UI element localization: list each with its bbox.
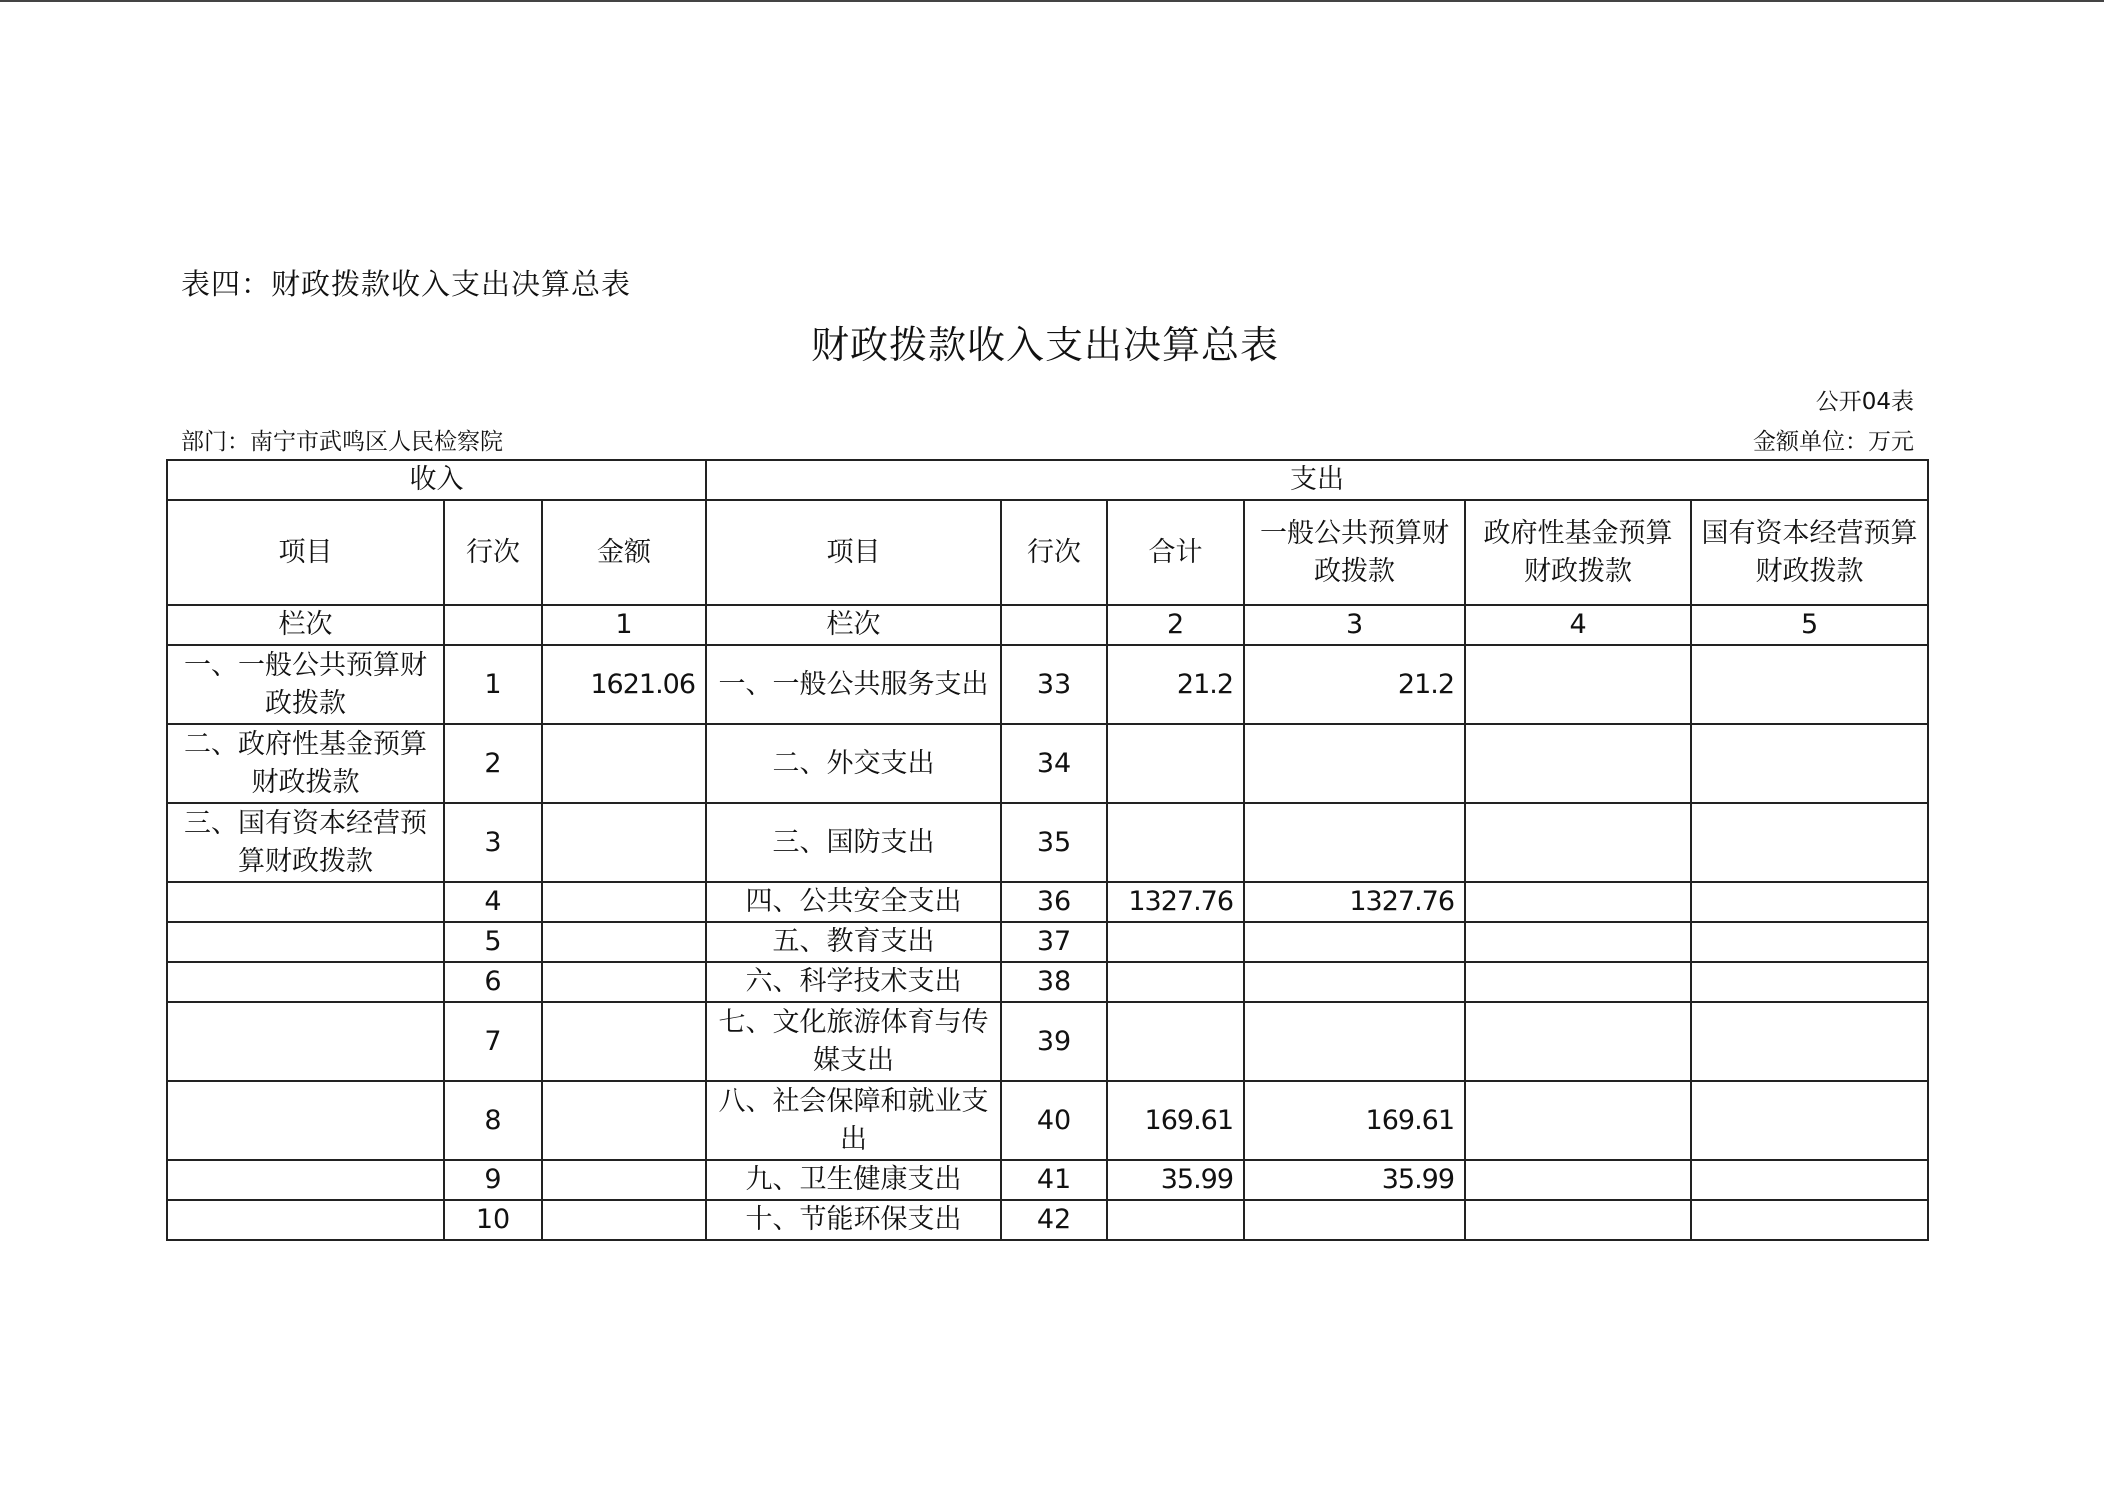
- col-header-total: 合计: [1107, 500, 1244, 605]
- col-header-income-line: 行次: [444, 500, 542, 605]
- gov-fund-index: 4: [1465, 605, 1691, 645]
- income-line-cell: 4: [444, 882, 542, 922]
- state-capital-cell: [1691, 962, 1928, 1002]
- table-row: [167, 1002, 1928, 1081]
- income-item-cell: [167, 882, 444, 922]
- state-capital-cell: [1691, 882, 1928, 922]
- expense-line-cell: 34: [1001, 724, 1107, 803]
- table-row: [167, 962, 1928, 1002]
- expense-item-cell: 八、社会保障和就业支出: [706, 1081, 1001, 1160]
- column-index-row: [167, 605, 1928, 645]
- general-budget-cell: [1244, 922, 1465, 962]
- expense-group-header: 支出: [706, 460, 1928, 500]
- top-border-line: [0, 0, 2104, 2]
- table-row: [167, 803, 1928, 882]
- income-line-cell: 7: [444, 1002, 542, 1081]
- general-budget-cell: [1244, 724, 1465, 803]
- table-row: [167, 645, 1928, 724]
- col-header-income-amount: 金额: [542, 500, 706, 605]
- income-line-index: [444, 605, 542, 645]
- income-amount-cell: [542, 803, 706, 882]
- form-number: 公开04表: [1815, 389, 1914, 415]
- expense-total-cell: [1107, 962, 1244, 1002]
- table-row: [167, 1081, 1928, 1160]
- expense-total-cell: 169.61: [1107, 1081, 1244, 1160]
- income-line-cell: 10: [444, 1200, 542, 1240]
- income-item-cell: 二、政府性基金预算财政拨款: [167, 724, 444, 803]
- general-budget-cell: [1244, 962, 1465, 1002]
- gov-fund-cell: [1465, 803, 1691, 882]
- expense-line-cell: 40: [1001, 1081, 1107, 1160]
- general-budget-cell: [1244, 1002, 1465, 1081]
- gov-fund-cell: [1465, 1081, 1691, 1160]
- state-capital-cell: [1691, 803, 1928, 882]
- expense-total-cell: [1107, 724, 1244, 803]
- col-header-income-item: 项目: [167, 500, 444, 605]
- income-index-label: 栏次: [167, 605, 444, 645]
- income-amount-cell: [542, 724, 706, 803]
- income-amount-cell: [542, 922, 706, 962]
- general-budget-cell: 35.99: [1244, 1160, 1465, 1200]
- income-item-cell: 三、国有资本经营预算财政拨款: [167, 803, 444, 882]
- expense-item-cell: 十、节能环保支出: [706, 1200, 1001, 1240]
- income-line-cell: 1: [444, 645, 542, 724]
- expense-line-cell: 39: [1001, 1002, 1107, 1081]
- income-line-cell: 3: [444, 803, 542, 882]
- income-item-cell: [167, 1081, 444, 1160]
- expense-total-cell: 35.99: [1107, 1160, 1244, 1200]
- expense-item-cell: 五、教育支出: [706, 922, 1001, 962]
- income-amount-cell: [542, 1160, 706, 1200]
- fiscal-summary-table: [166, 459, 1929, 1241]
- expense-total-cell: [1107, 922, 1244, 962]
- expense-item-cell: 九、卫生健康支出: [706, 1160, 1001, 1200]
- table-row: [167, 922, 1928, 962]
- gov-fund-cell: [1465, 1002, 1691, 1081]
- table-row: [167, 882, 1928, 922]
- gov-fund-cell: [1465, 1200, 1691, 1240]
- expense-item-cell: 七、文化旅游体育与传媒支出: [706, 1002, 1001, 1081]
- income-item-cell: [167, 922, 444, 962]
- general-budget-cell: 21.2: [1244, 645, 1465, 724]
- state-capital-cell: [1691, 922, 1928, 962]
- expense-total-cell: [1107, 1002, 1244, 1081]
- income-amount-cell: [542, 1200, 706, 1240]
- gov-fund-cell: [1465, 922, 1691, 962]
- income-item-cell: 一、一般公共预算财政拨款: [167, 645, 444, 724]
- income-group-header: 收入: [167, 460, 706, 500]
- income-line-cell: 9: [444, 1160, 542, 1200]
- table-row: [167, 1160, 1928, 1200]
- state-capital-cell: [1691, 1200, 1928, 1240]
- income-amount-cell: 1621.06: [542, 645, 706, 724]
- col-header-gov-fund: 政府性基金预算财政拨款: [1465, 500, 1691, 605]
- expense-item-cell: 三、国防支出: [706, 803, 1001, 882]
- income-line-cell: 2: [444, 724, 542, 803]
- income-amount-cell: [542, 962, 706, 1002]
- expense-line-cell: 37: [1001, 922, 1107, 962]
- expense-line-cell: 33: [1001, 645, 1107, 724]
- amount-unit-label: 金额单位：万元: [1753, 429, 1914, 455]
- table-row: [167, 724, 1928, 803]
- department-label: 部门：南宁市武鸣区人民检察院: [181, 429, 503, 455]
- col-header-general-budget: 一般公共预算财政拨款: [1244, 500, 1465, 605]
- state-capital-cell: [1691, 1160, 1928, 1200]
- state-capital-cell: [1691, 1081, 1928, 1160]
- expense-total-cell: [1107, 1200, 1244, 1240]
- col-header-expense-item: 项目: [706, 500, 1001, 605]
- gov-fund-cell: [1465, 962, 1691, 1002]
- expense-item-cell: 二、外交支出: [706, 724, 1001, 803]
- table-row: [167, 1200, 1928, 1240]
- income-amount-index: 1: [542, 605, 706, 645]
- group-header-row: [167, 460, 1928, 500]
- income-line-cell: 5: [444, 922, 542, 962]
- income-amount-cell: [542, 882, 706, 922]
- income-item-cell: [167, 962, 444, 1002]
- general-budget-cell: 169.61: [1244, 1081, 1465, 1160]
- state-capital-cell: [1691, 724, 1928, 803]
- expense-item-cell: 四、公共安全支出: [706, 882, 1001, 922]
- expense-item-cell: 一、一般公共服务支出: [706, 645, 1001, 724]
- col-header-expense-line: 行次: [1001, 500, 1107, 605]
- table-caption: 表四：财政拨款收入支出决算总表: [181, 267, 632, 301]
- expense-line-cell: 38: [1001, 962, 1107, 1002]
- state-capital-cell: [1691, 645, 1928, 724]
- gov-fund-cell: [1465, 882, 1691, 922]
- total-index: 2: [1107, 605, 1244, 645]
- state-capital-index: 5: [1691, 605, 1928, 645]
- col-header-state-capital: 国有资本经营预算财政拨款: [1691, 500, 1928, 605]
- general-budget-cell: [1244, 1200, 1465, 1240]
- expense-item-cell: 六、科学技术支出: [706, 962, 1001, 1002]
- expense-line-index: [1001, 605, 1107, 645]
- gov-fund-cell: [1465, 645, 1691, 724]
- expense-line-cell: 36: [1001, 882, 1107, 922]
- page-title: 财政拨款收入支出决算总表: [810, 323, 1279, 367]
- income-item-cell: [167, 1200, 444, 1240]
- expense-total-cell: 21.2: [1107, 645, 1244, 724]
- expense-line-cell: 42: [1001, 1200, 1107, 1240]
- general-budget-index: 3: [1244, 605, 1465, 645]
- expense-total-cell: 1327.76: [1107, 882, 1244, 922]
- general-budget-cell: 1327.76: [1244, 882, 1465, 922]
- expense-total-cell: [1107, 803, 1244, 882]
- column-header-row: [167, 500, 1928, 605]
- expense-line-cell: 41: [1001, 1160, 1107, 1200]
- income-item-cell: [167, 1002, 444, 1081]
- income-amount-cell: [542, 1002, 706, 1081]
- gov-fund-cell: [1465, 1160, 1691, 1200]
- general-budget-cell: [1244, 803, 1465, 882]
- income-amount-cell: [542, 1081, 706, 1160]
- gov-fund-cell: [1465, 724, 1691, 803]
- income-item-cell: [167, 1160, 444, 1200]
- expense-line-cell: 35: [1001, 803, 1107, 882]
- income-line-cell: 8: [444, 1081, 542, 1160]
- state-capital-cell: [1691, 1002, 1928, 1081]
- income-line-cell: 6: [444, 962, 542, 1002]
- expense-index-label: 栏次: [706, 605, 1001, 645]
